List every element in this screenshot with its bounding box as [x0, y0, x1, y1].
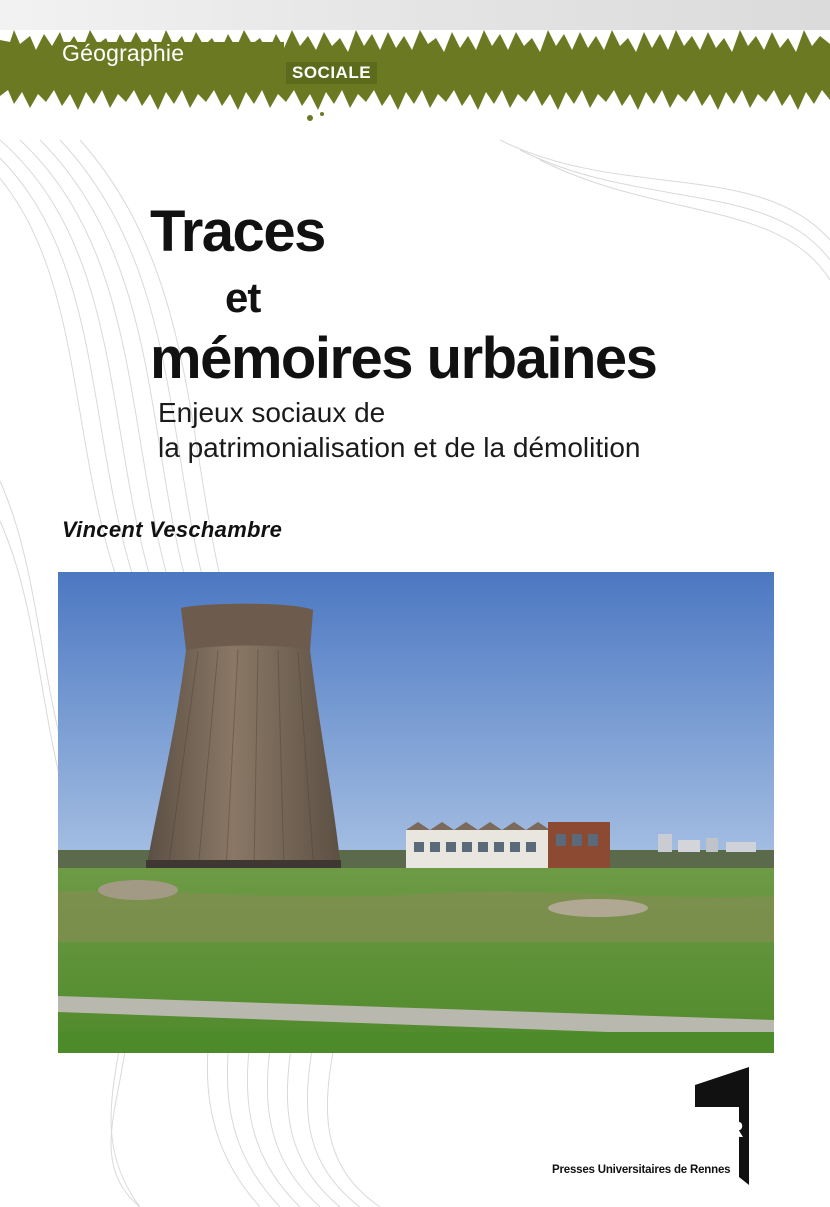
pur-logo-text: PUR — [697, 1117, 744, 1142]
cover-photo — [58, 572, 774, 1053]
subtitle-line-1: Enjeux sociaux de — [158, 397, 386, 428]
subtitle-line-2: la patrimonialisation et de la démolition — [158, 432, 641, 463]
series-subname: SOCIALE — [286, 62, 377, 84]
series-name: Géographie — [62, 40, 185, 66]
publisher-name: Presses Universitaires de Rennes — [552, 1164, 731, 1176]
title-line-1: Traces — [150, 199, 325, 264]
title-line-3: mémoires urbaines — [150, 326, 657, 391]
subtitle — [158, 395, 641, 465]
title-line-2: et — [225, 274, 261, 321]
author-name: Vincent Veschambre — [62, 517, 283, 542]
cooling-tower-landscape-icon — [58, 572, 774, 1053]
